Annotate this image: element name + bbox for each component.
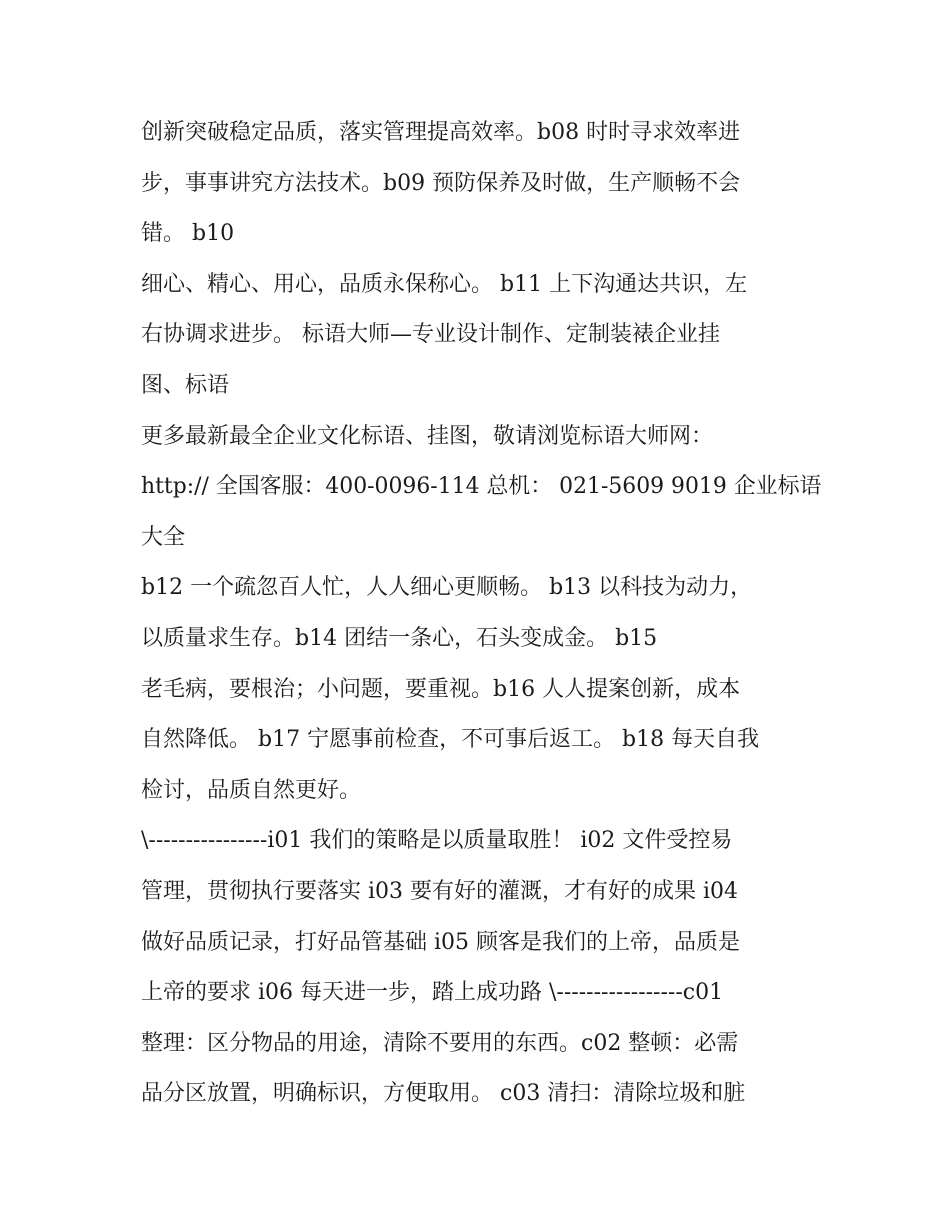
text-line: 右协调求进步。 标语大师—专业设计制作、定制装裱企业挂 [141,322,720,348]
text-line: 以质量求生存。b14 团结一条心，石头变成金。 b15 [141,625,658,651]
text-line: 自然降低。 b17 宁愿事前检查，不可事后返工。 b18 每天自我 [141,727,760,753]
text-line: 错。 b10 [141,221,235,247]
text-line: 做好品质记录，打好品管基础 i05 顾客是我们的上帝，品质是 [141,929,741,955]
text-line: 检讨，品质自然更好。 [141,777,362,803]
text-line: 大全 [141,524,186,550]
text-line: 品分区放置，明确标识，方便取用。 c03 清扫：清除垃圾和脏 [141,1081,746,1107]
text-line: 上帝的要求 i06 每天进一步，踏上成功路 \-----------------c01 [141,980,724,1006]
text-line: 更多最新最全企业文化标语、挂图，敬请浏览标语大师网： [141,423,714,449]
text-line: b12 一个疏忽百人忙，人人细心更顺畅。 b13 以科技为动力， [141,575,753,601]
text-line: 细心、精心、用心，品质永保称心。 b11 上下沟通达共识，左 [141,271,748,297]
text-line: 整理：区分物品的用途，清除不要用的东西。c02 整顿：必需 [141,1030,739,1056]
text-line: 老毛病，要根治；小问题，要重视。b16 人人提案创新，成本 [141,676,741,702]
text-line: 步，事事讲究方法技术。b09 预防保养及时做，生产顺畅不会 [141,170,741,196]
document-body [141,108,821,1120]
text-line: \----------------i01 我们的策略是以质量取胜！ i02 文件受控易 [141,828,733,854]
text-line: 管理，贯彻执行要落实 i03 要有好的灌溉，才有好的成果 i04 [141,878,739,904]
text-line: http:// 全国客服：400-0096-114 总机： 021-5609 9019 企业标语 [141,474,822,500]
text-line: 创新突破稳定品质，落实管理提高效率。b08 时时寻求效率进 [141,120,741,145]
text-line: 图、标语 [141,372,230,398]
